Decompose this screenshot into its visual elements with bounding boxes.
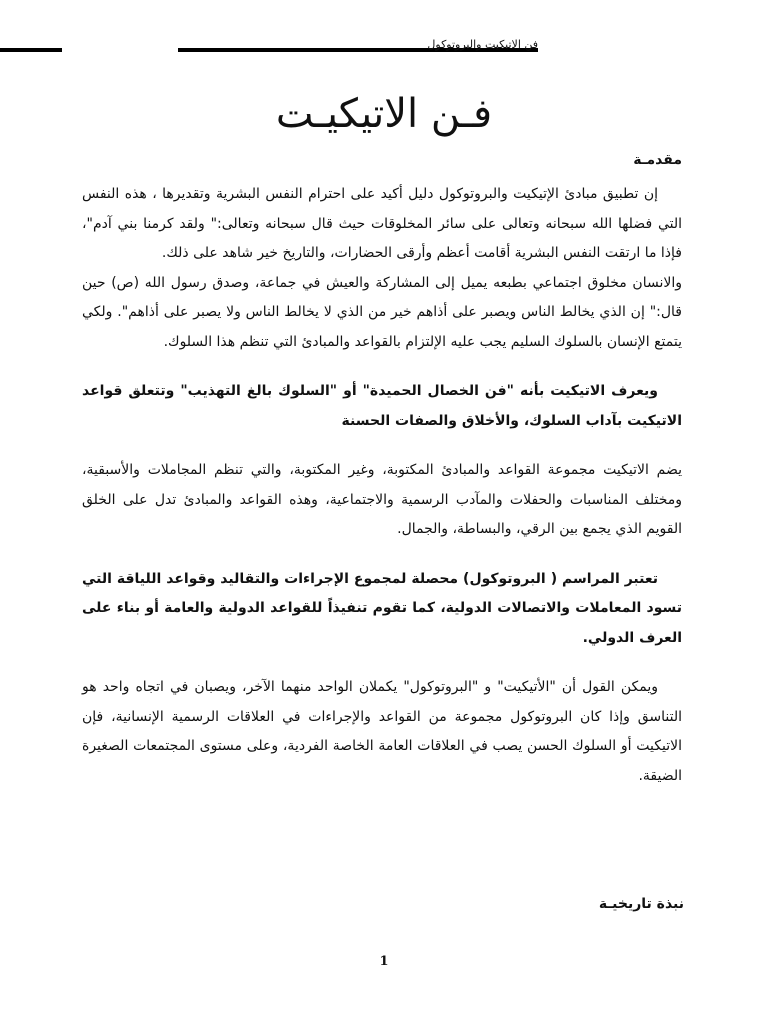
paragraph-scope: يضم الاتيكيت مجموعة القواعد والمبادئ المكتوبة، وغير المكتوبة، والتي تنظم المجاملات والأسبقية، ومختلف المناسبات والحفلات والمآدب الرسمية والاجتماعية، وهذه القواعد والمبادئ تدل على الخلق القويم الذي يجمع بين الرقي، والبساطة، والجمال. — [82, 462, 682, 537]
section-heading-history: نبذة تاريخيـة — [598, 896, 684, 912]
paragraph-definition: ويعرف الاتيكيت بأنه "فن الخصال الحميدة" أو "السلوك بالغ التهذيب" وتتعلق قواعد الاتيكيت بآداب السلوك، والأخلاق والصفات الحسنة — [82, 383, 682, 429]
paragraph-protocol: تعتبر المراسم ( البروتوكول) محصلة لمجموع الإجراءات والتقاليد وقواعد اللياقة التي تسود المعاملات والاتصالات الدولية، كما تقوم تنفيذاً للقواعد الدولية والعامة أو بناء على العرف الدولي. — [82, 570, 682, 646]
paragraph-conclusion: ويمكن القول أن "الأتيكيت" و "البروتوكول" يكملان الواحد منهما الآخر، ويصبان في اتجاه واحد هو التناسق وإذا كان البروتوكول مجموعة من القواعد والإجراءات في العلاقات الرسمية الإنسانية، فإن الاتيكيت أو السلوك الحسن يصب في العلاقات العامة الخاصة الفردية، وعلى مستوى المجتمعات الصغيرة الضيقة. — [82, 679, 682, 784]
intro-heading: مقدمـة — [633, 152, 682, 168]
header-rule-left — [0, 48, 62, 52]
page-number: 1 — [379, 954, 389, 969]
spacer — [82, 436, 682, 456]
document-body — [82, 146, 682, 791]
spacer — [82, 357, 682, 377]
page-title: فـن الاتيكيـت — [275, 91, 493, 137]
paragraph-intro: إن تطبيق مبادئ الإتيكيت والبروتوكول دليل أكيد على احترام النفس البشرية وتقديرها ، هذه النفس التي فضلها الله سبحانه وتعالى على سائر المخلوقات حيث قال سبحانه وتعالى:" ولقد كرمنا بني آدم"، فإذا ما ارتقت النفس البشرية أقامت أعظم وأرقى الحضارات، والتاريخ خير شاهد على ذلك. — [82, 186, 682, 261]
running-header: فن الاتيكيت والبروتوكول — [427, 38, 538, 51]
spacer — [82, 545, 682, 565]
paragraph-social: والانسان مخلوق اجتماعي بطبعه يميل إلى المشاركة والعيش في جماعة، وصدق رسول الله (ص) حين قال:" إن الذي يخالط الناس ويصبر على أذاهم خير من الذي لا يخالط الناس ولا يصبر على أذاهم". ولكي يتمتع الإنسان بالسلوك السليم يجب عليه الإلتزام بالقواعد والمبادئ التي تنظم هذا السلوك. — [82, 274, 682, 350]
spacer — [82, 653, 682, 673]
